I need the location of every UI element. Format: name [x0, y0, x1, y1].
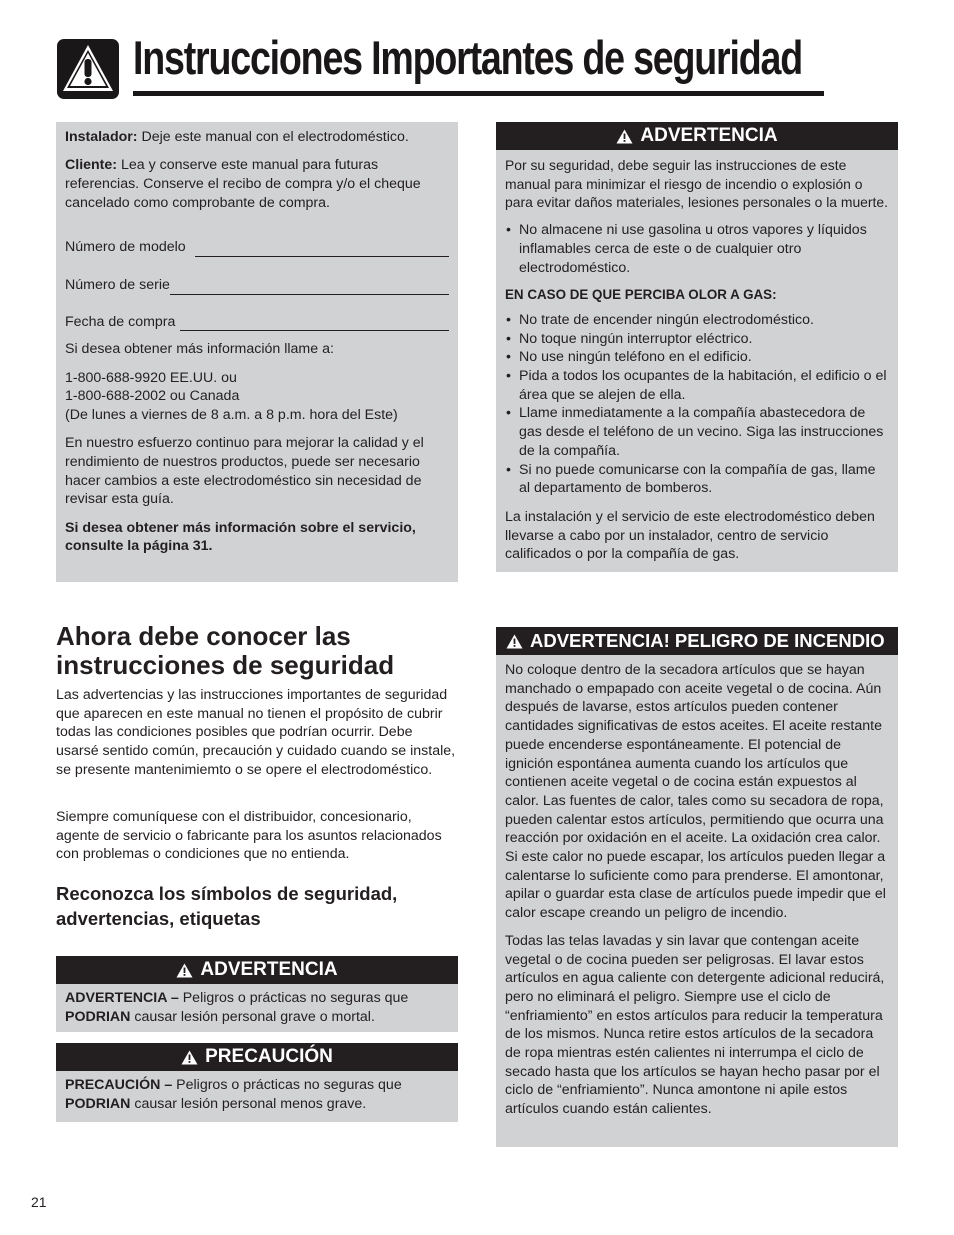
precaucion-box [56, 1043, 458, 1122]
advertencia-text-end: causar lesión personal grave o mortal. [130, 1008, 375, 1025]
advertencia-text: Peligros o prácticas no seguras que [178, 990, 409, 1006]
gas-warning-box [496, 122, 898, 572]
installation-service-text: La instalación y el servicio de este electrodoméstico deben llevarse a cabo por un instalador, centro de servicio calificados o por la compañía de gas. [505, 508, 875, 563]
symbols-subheading: Reconozca los símbolos de seguridad, advertencias, etiquetas [56, 883, 398, 929]
precaucion-definition [65, 1076, 449, 1113]
model-number-line[interactable] [195, 243, 449, 257]
info-box [56, 122, 458, 582]
fire-warning-title: ADVERTENCIA! PELIGRO DE INCENDIO [530, 630, 885, 651]
model-number-field[interactable] [65, 238, 449, 257]
customer-text: Lea y conserve este manual para futuras referencias. Conserve el recibo de compra y/o el cheque cancelado como comprobante de compra. [65, 157, 421, 211]
gas-heading: EN CASO DE QUE PERCIBA OLOR A GAS: [505, 287, 777, 303]
customer-note [65, 156, 449, 212]
warning-triangle-icon [506, 634, 523, 649]
advertencia-title: ADVERTENCIA [200, 959, 338, 980]
phone-us: 1-800-688-9920 EE.UU. ou [65, 369, 237, 386]
installer-text: Deje este manual con el electrodoméstico. [137, 129, 409, 145]
warning-triangle-icon [181, 1050, 198, 1065]
fire-para-1: No coloque dentro de la secadora artículos que se hayan manchado o empapado con aceite vegetal o de cocina. Aún después de lavarse, estos artículos pueden contener cantidades significativas de estos aceites. El aceite restante puede encenderse espontáneamente. El potencial de ignición espontánea aumenta cuando los artículos que contienen aceite vegetal o de cocina están expuestos al calor. Las fuentes de calor, tales como su secadora de ropa, pueden calentar estos artículos, permitiendo que ocurra una reacción por oxidación en el aceite. La oxidación crea calor. Si este calor no puede escapar, los artículos pueden llegar a calentarse lo suficiente como para prenderse. El amontonar, apilar o guardar esta clase de artículos puede impedir que el calor escape creando un peligro de incendio. [505, 662, 886, 922]
advertencia-box [56, 956, 458, 1032]
warning-title: ADVERTENCIA [640, 125, 778, 146]
precaucion-lead: PRECAUCIÓN – [65, 1077, 173, 1093]
flammables-list [505, 221, 889, 277]
advertencia-header [56, 956, 458, 984]
precaucion-header [56, 1043, 458, 1071]
phone-canada: 1-800-688-2002 ou Canada [65, 388, 240, 405]
fire-hazard-box [496, 627, 898, 1147]
exclamation-triangle-icon [56, 38, 120, 100]
customer-label: Cliente: [65, 157, 118, 174]
warning-header [496, 122, 898, 150]
fire-warning-header [496, 627, 898, 655]
service-hours: (De lunes a viernes de 8 a.m. a 8 p.m. hora del Este) [65, 407, 398, 424]
purchase-date-label: Fecha de compra [65, 313, 176, 330]
serial-number-line[interactable] [170, 281, 449, 295]
installer-note [65, 128, 449, 147]
purchase-date-field[interactable] [65, 313, 449, 332]
list-item: • No use ningún teléfono en el edificio. [505, 348, 889, 367]
list-item: • No toque ningún interruptor eléctrico. [505, 330, 889, 349]
list-item: • Llame inmediatamente a la compañía abastecedora de gas desde el teléfono de un vecino. Siga las instrucciones de la compañía. [505, 404, 889, 460]
advertencia-lead: ADVERTENCIA – [65, 990, 179, 1006]
list-item: • No almacene ni use gasolina u otros vapores y líquidos inflamables cerca de este o de cualquier otro electrodoméstico. [505, 221, 889, 277]
advertencia-definition [65, 989, 449, 1026]
list-item: • No trate de encender ningún electrodoméstico. [505, 311, 889, 330]
title-rule [133, 91, 824, 96]
safety-para-2: Siempre comuníquese con el distribuidor, concesionario, agente de servicio o fabricante para los asuntos relacionados con problemas o condiciones que no entienda. [56, 809, 442, 863]
warning-triangle-icon [616, 129, 633, 144]
serial-number-field[interactable] [65, 276, 449, 295]
serial-number-label: Número de serie [65, 277, 170, 294]
gas-steps-list [505, 311, 889, 498]
improvement-text: En nuestro esfuerzo continuo para mejorar la calidad y el rendimiento de nuestros productos, puede ser necesario hacer cambios a este electrodoméstico sin necesidad de revisar esta guía. [65, 435, 424, 508]
precaucion-title: PRECAUCIÓN [205, 1046, 333, 1067]
precaucion-strong: PODRIAN [65, 1095, 131, 1112]
fire-para-2: Todas las telas lavadas y sin lavar que contengan aceite vegetal o de cocina pueden ser peligrosas. El lavar estos artículos en agua caliente con detergente adicional reducirá, pero no eliminará el peligro. Siempre use el ciclo de “enfriamiento” en estos artículos para reducir la temperatura de los mismos. Nunca retire estos artículos de la secadora de ropa mientras estén calientes ni interrumpa el ciclo de secado hasta que los artículos se hayan hecho pasar por el ciclo de “enfriamiento”. Nunca amontone ni apile estos artículos cuando están calientes. [505, 932, 885, 1118]
list-item: • Si no puede comunicarse con la compañía de gas, llame al departamento de bomberos. [505, 461, 889, 498]
warning-triangle-icon [176, 963, 193, 978]
purchase-date-line[interactable] [180, 317, 449, 331]
list-item: • Pida a todos los ocupantes de la habitación, el edificio o el área que se alejen de ella. [505, 367, 889, 404]
installer-label: Instalador: [65, 129, 138, 145]
model-number-label: Número de modelo [65, 239, 186, 256]
precaucion-text: Peligros o prácticas no seguras que [172, 1077, 402, 1093]
service-reference: Si desea obtener más información sobre el servicio, consulte la página 31. [65, 519, 416, 555]
safety-heading: Ahora debe conocer las instrucciones de seguridad [56, 621, 395, 680]
page-title: Instrucciones Importantes de seguridad [133, 31, 802, 84]
safety-para-1: Las advertencias y las instrucciones importantes de seguridad que aparecen en este manual no tienen el propósito de cubrir todas las condiciones posibles que podrían ocurrir. Debe usarsé sentido común, precaución y cuidado cuando se instale, se presente mantenimiemto o se opere el electrodoméstico. [56, 687, 456, 778]
advertencia-strong: PODRIAN [65, 1008, 131, 1025]
warning-intro: Por su seguridad, debe seguir las instrucciones de este manual para minimizar el riesgo de incendio o explosión o para evitar daños materiales, lesiones personales o la muerte. [505, 157, 888, 211]
page-number: 21 [31, 1194, 47, 1210]
phone-block [65, 369, 449, 425]
precaucion-text-end: causar lesión personal menos grave. [130, 1095, 367, 1112]
more-info-text: Si desea obtener más información llame a: [65, 341, 334, 358]
